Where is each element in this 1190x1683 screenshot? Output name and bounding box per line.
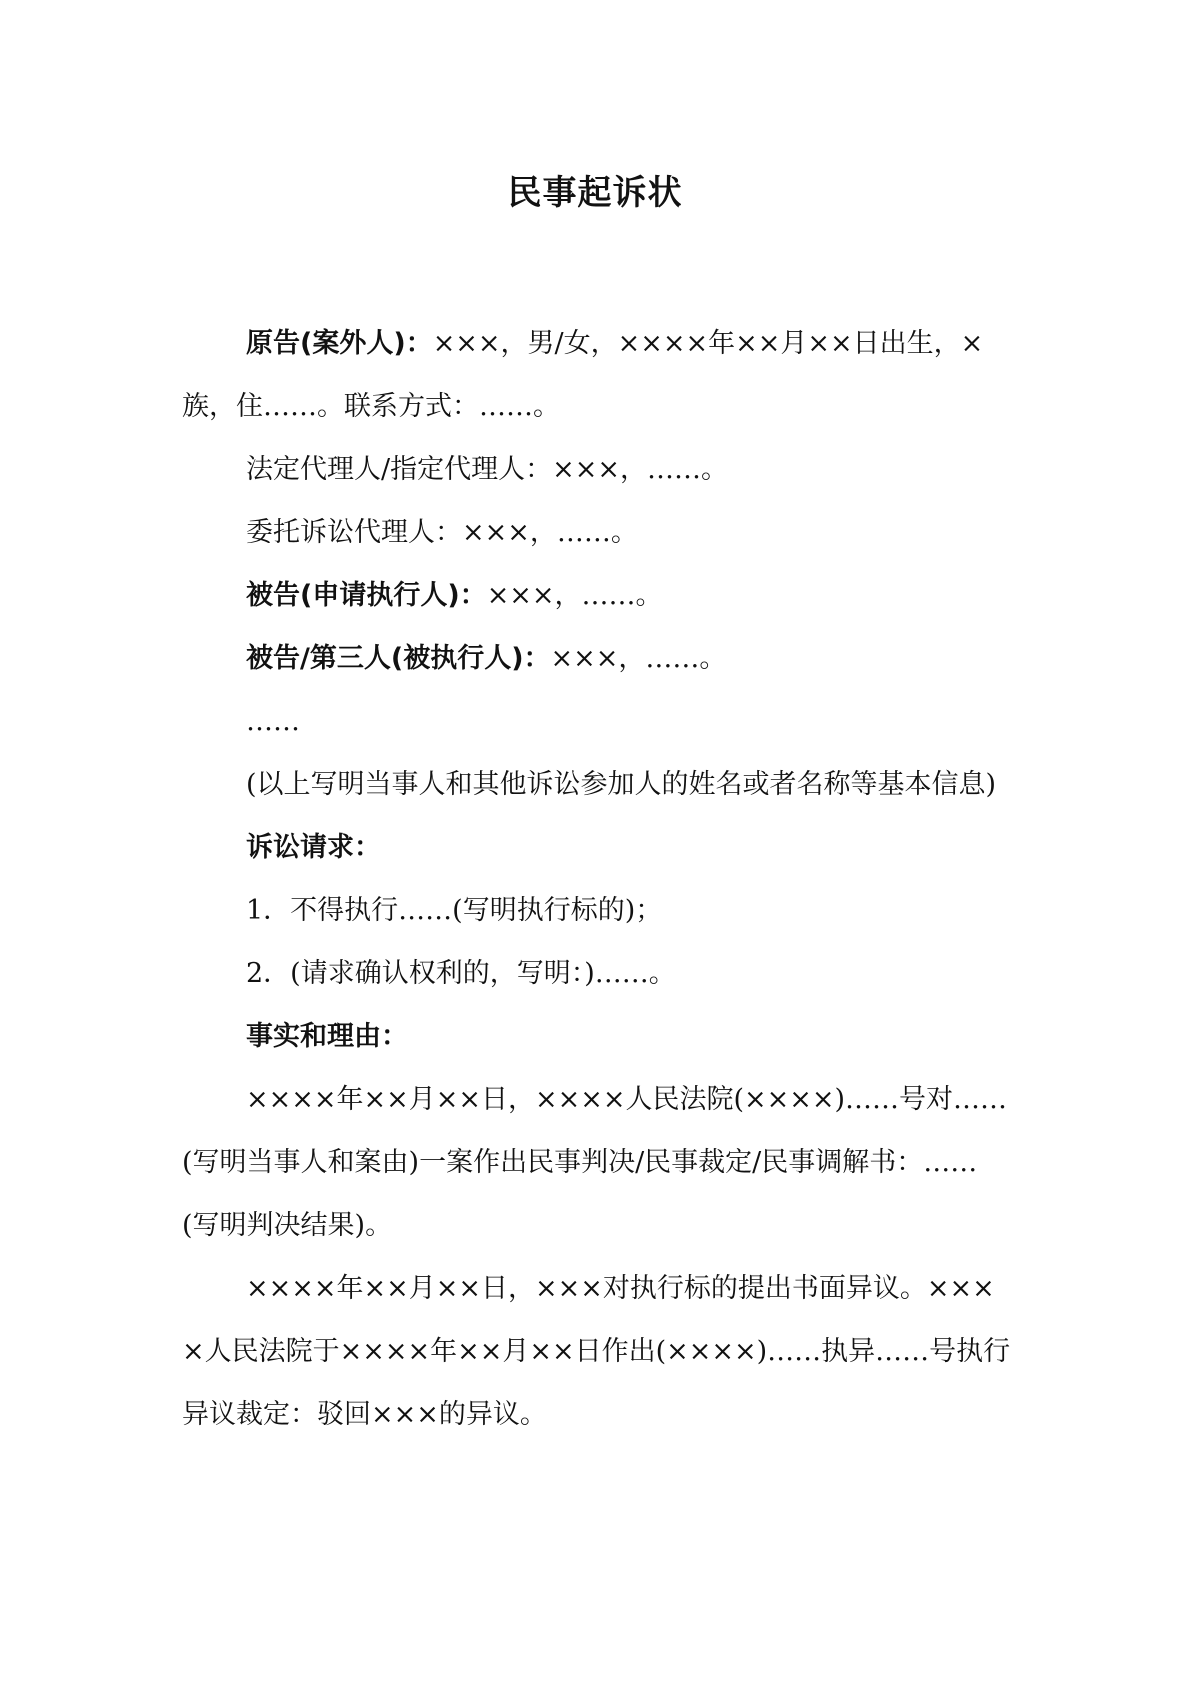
parties-note-paragraph: (以上写明当事人和其他诉讼参加人的姓名或者名称等基本信息) [246,769,997,800]
plaintiff-text: ×××，男/女，××××年××月××日出生，×族，住……。联系方式：……。 [182,328,984,422]
plaintiff-paragraph [182,312,1012,438]
claim-item: 2．(请求确认权利的，写明：)……。 [246,958,676,989]
legal-representative-paragraph: 法定代理人/指定代理人：×××，……。 [246,454,728,485]
claim-item: 1．不得执行……(写明执行标的)； [246,895,663,926]
third-party-label: 被告/第三人(被执行人)： [246,643,551,674]
defendant-paragraph [182,564,1012,627]
third-party-text: ×××，……。 [550,643,727,674]
defendant-label: 被告(申请执行人)： [246,580,487,611]
document-body [182,312,1012,1446]
facts-paragraph: ××××年××月××日，××××人民法院(××××)……号对……(写明当事人和案由)一案作出民事判决/民事裁定/民事调解书：……(写明判决结果)。 [182,1084,1008,1241]
defendant-text: ×××，……。 [486,580,663,611]
facts-heading: 事实和理由： [246,1021,408,1052]
plaintiff-label: 原告(案外人)： [246,328,433,359]
third-party-paragraph [182,627,1012,690]
document-title: 民事起诉状 [507,173,683,213]
ellipsis-paragraph: …… [246,706,300,737]
claims-heading: 诉讼请求： [246,832,381,863]
facts-paragraph: ××××年××月××日，×××对执行标的提出书面异议。××××人民法院于××××年××月××日作出(××××)……执异……号执行异议裁定：驳回×××的异议。 [182,1273,1011,1430]
agent-paragraph: 委托诉讼代理人：×××，……。 [246,517,638,548]
